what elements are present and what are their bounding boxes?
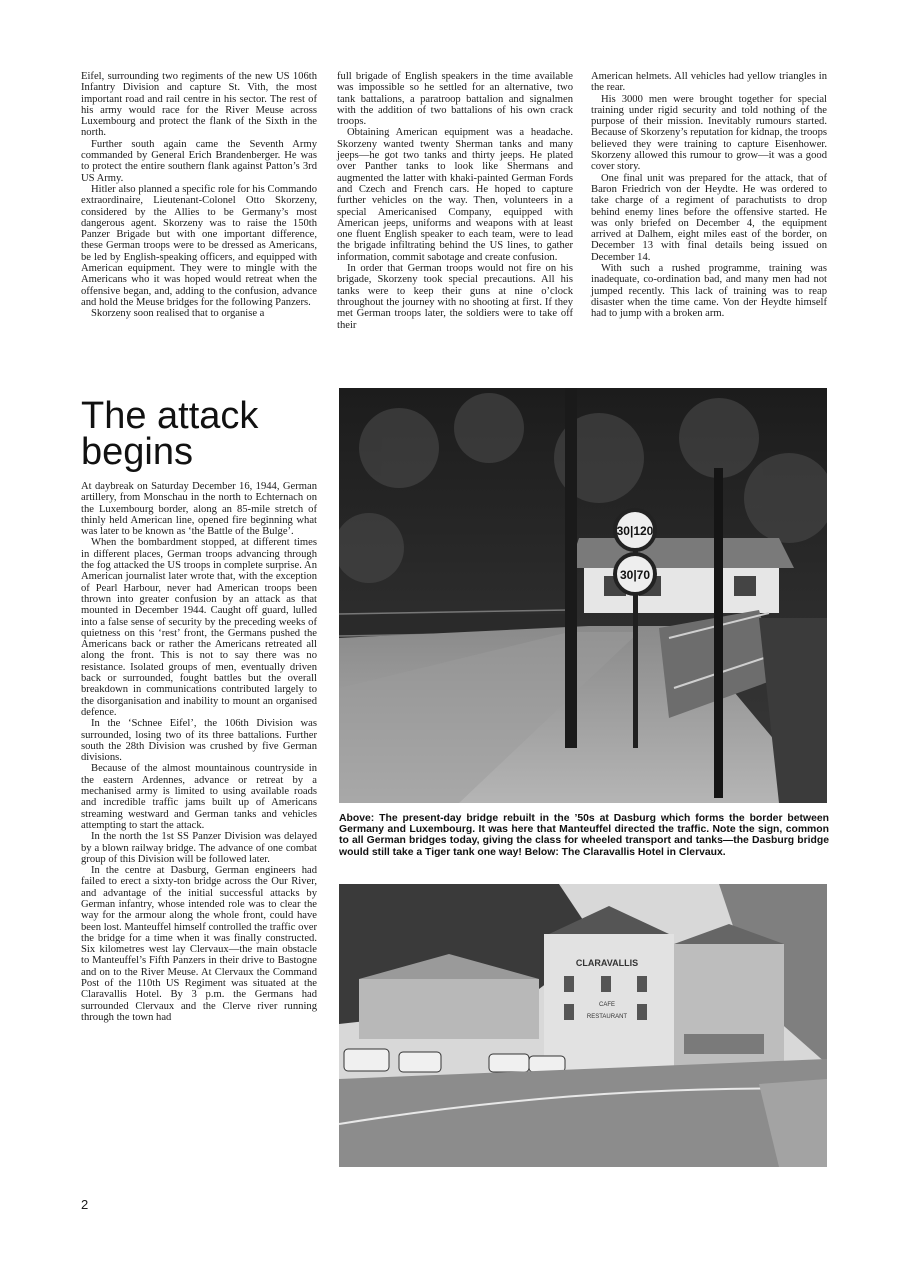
claravallis-hotel-photo — [339, 884, 827, 1167]
paragraph: In the ‘Schnee Eifel’, the 106th Division was surrounded, losing two of its three battalions. Further south the 28th Division was crushed by five German divisions. — [81, 718, 317, 764]
paragraph: Eifel, surrounding two regiments of the new US 106th Infantry Division and capture St. Vith, the most important road and rail centre in his sector. The rest of his army would race for the River Meuse across Luxembourg and protect the flank of the Sixth in the north. — [81, 71, 317, 139]
bridge-sign-top: 30|120 — [616, 524, 654, 538]
paragraph: With such a rushed programme, training was inadequate, co-ordination bad, and many men had not jumped recently. This lack of training was to reap disaster when the time came. Von der Heydte himself had to jump with a broken arm. — [591, 263, 827, 320]
paragraph: In the north the 1st SS Panzer Division was delayed by a blown railway bridge. The advance of one combat group of this Division will be followed later. — [81, 831, 317, 865]
page-number: 2 — [81, 1197, 89, 1212]
paragraph: In order that German troops would not fire on his brigade, Skorzeny took special precautions. All his tanks were to keep their guns at nine o’clock throughout the journey with no shooting at first. If they met German troops later, the soldiers were to take off their — [337, 263, 573, 331]
paragraph: Hitler also planned a specific role for his Commando extraordinaire, Lieutenant-Colonel Otto Skorzeny, considered by the Allies to be Germany’s most dangerous agent. Skorzeny was to raise the 150th Panzer Brigade but with one important difference, these German troops were to be dressed as Americans, be led by English-speaking officers, and equipped with American equipment. They were to mingle with the Americans who it was hoped would retreat when the offensive began, and, adding to the confusion, advance and hold the Meuse bridges for the following Panzers. — [81, 183, 317, 308]
restaurant-sign: RESTAURANT — [586, 1014, 628, 1020]
article-column-1 — [81, 71, 317, 320]
paragraph: When the bombardment stopped, at different times in different places, German troops advancing through the fog attacked the US troops in complete surprise. An American journalist later wrote that, with the exception of Pearl Harbour, never had American troops been thrown into greater confusion by an attack as that mounted in December 1944. Caught off guard, lulled into a false sense of security by the preceding weeks of quietness on this ‘rest’ front, the Germans pushed the Americans back or rather the Americans retreated all along the front. This is not to say there was no resistance. Isolated groups of men, eventually driven back or surrounded, fought battles but the overall breakdown in communications contributed largely to the disorganisation and inability to mount an organised defence. — [81, 537, 317, 718]
article-column-3 — [591, 71, 827, 320]
photo-caption: Above: The present-day bridge rebuilt in the ’50s at Dasburg which forms the border between Germany and Luxembourg. It was here that Manteuffel directed the traffic. Note the sign, common to all German bridges today, giving the class for wheeled transport and tanks—the Dasburg bridge would still take a Tiger tank one way! Below: The Claravallis Hotel in Clervaux. — [339, 813, 829, 858]
paragraph: Further south again came the Seventh Army commanded by General Erich Brandenberger. He was to protect the entire southern flank against Patton’s 3rd US Army. — [81, 138, 317, 184]
paragraph: Because of the almost mountainous countryside in the eastern Ardennes, advance or retreat by a mechanised army is limited to using available roads and incredible traffic jams built up of Americans streaming westward and German tanks and vehicles attempting to start the attack. — [81, 763, 317, 831]
paragraph: Skorzeny soon realised that to organise a — [91, 308, 265, 320]
hotel-photo-illustration — [339, 884, 827, 1167]
article-column-4 — [81, 481, 317, 1023]
bridge-photo-illustration — [339, 388, 827, 803]
bridge-sign-bottom: 30|70 — [619, 568, 651, 582]
hotel-sign: CLARAVALLIS — [575, 958, 639, 968]
paragraph: His 3000 men were brought together for special training under rigid security and told nothing of the purpose of their mission. Inevitably rumours started. Because of Skorzeny’s reputation for kidnap, the troops believed they were training to capture Eisenhower. Skorzeny allowed this rumour to grow—it was a good cover story. — [591, 93, 827, 173]
paragraph: At daybreak on Saturday December 16, 1944, German artillery, from Monschau in the north to Echternach on the Luxembourg border, along an 85-mile stretch of thinly held American line, opened fire beginning what was later to be known as ‘the Battle of the Bulge’. — [81, 481, 317, 538]
cafe-sign: CAFE — [598, 1002, 616, 1008]
paragraph: American helmets. All vehicles had yellow triangles in the rear. — [591, 71, 827, 94]
dasburg-bridge-photo — [339, 388, 827, 803]
paragraph: full brigade of English speakers in the time available was impossible so he settled for an alternative, two tank battalions, a paratroop battalion and signalmen with the addition of two battalions of his own crack troops. — [337, 71, 573, 128]
article-column-2 — [337, 71, 573, 331]
section-heading: The attack begins — [81, 395, 259, 473]
paragraph: Obtaining American equipment was a headache. Skorzeny wanted twenty Sherman tanks and many jeeps—he got two tanks and thirty jeeps. He plated over Panther tanks to look like Shermans and augmented the latter with khaki-painted German Fords and Czech and French cars. He hoped to capture further vehicles on the way. Then, volunteers in a special Americanised Company, equipped with American jeeps, uniforms and weapons with at least one fluent English speaker to each team, were to lead the brigade infiltrating behind the US lines, to gather information, commit sabotage and create confusion. — [337, 127, 573, 263]
paragraph: One final unit was prepared for the attack, that of Baron Friedrich von der Heydte. He was ordered to take charge of a regiment of parachutists to drop behind enemy lines before the offensive started. He was only briefed on December 4, the equipment arrived at Dalhem, eight miles east of the border, on December 13 with final details being issued on December 14. — [591, 172, 827, 263]
paragraph: In the centre at Dasburg, German engineers had failed to erect a sixty-ton bridge across the Our River, and advantage of the initial successful attacks by German infantry, whose intended role was to clear the way for the armour along the whole front, could have been lost. Manteuffel himself controlled the traffic over the bridge for a time when it was finally constructed. Six kilometres west lay Clervaux—the main obstacle to Manteuffel’s Fifth Panzers in their drive to Bastogne and on to the River Meuse. At Clervaux the Command Post of the 110th US Regiment was situated at the Claravallis Hotel. By 3 p.m. the Germans had surrounded Clervaux and the Clerve river running through the town had — [81, 865, 317, 1023]
